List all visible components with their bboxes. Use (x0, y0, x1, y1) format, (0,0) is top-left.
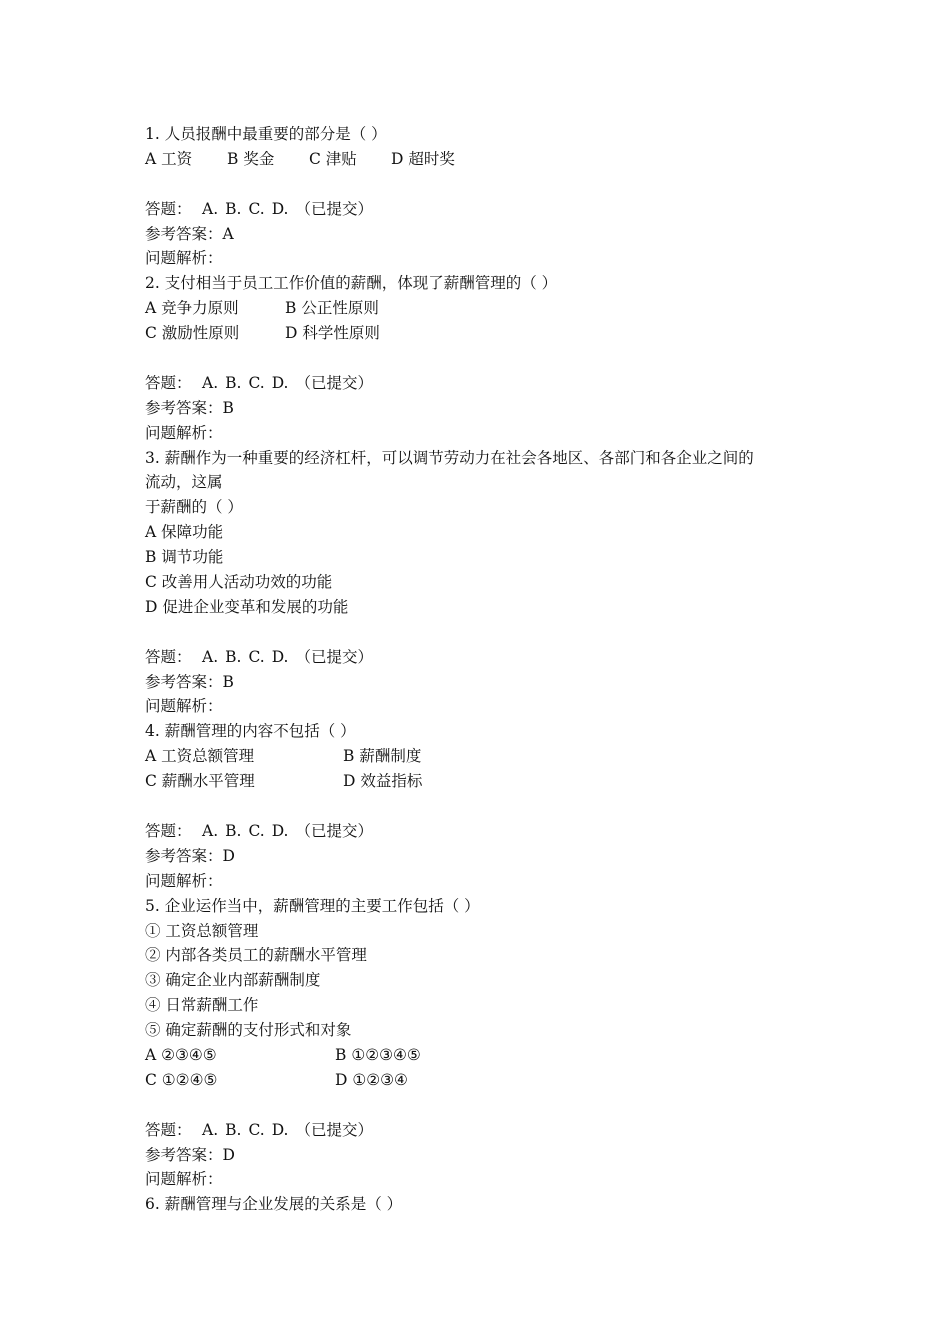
q3-answer-row (145, 645, 825, 670)
q4-analysis: 问题解析： (145, 871, 223, 890)
q2-option-c: C 激励性原则 (145, 324, 240, 343)
q1-option-c: C 津贴 (309, 149, 357, 168)
q2-option-b: B 公正性原则 (285, 299, 379, 318)
q5-choice-c[interactable]: C. (248, 1120, 265, 1139)
q2-options-row1 (145, 296, 825, 321)
q5-option-d: D ①②③④ (335, 1070, 408, 1089)
q5-option-a: A ②③④⑤ (145, 1045, 217, 1064)
q3-stem-line3: 于薪酬的（ ） (145, 498, 243, 517)
q4-submitted-status: （已提交） (295, 821, 374, 840)
q2-reference-answer: 参考答案：B (145, 398, 234, 417)
q2-choice-c[interactable]: C. (248, 373, 265, 392)
q3-stem-line2: 流动，这属 (145, 473, 223, 492)
q5-submitted-status: （已提交） (295, 1120, 374, 1139)
q1-reference-answer: 参考答案：A (145, 224, 234, 243)
q5-item-4: ④ 日常薪酬工作 (145, 996, 259, 1015)
q2-answer-label: 答题： (145, 373, 192, 392)
q4-option-c: C 薪酬水平管理 (145, 772, 255, 791)
q5-item-1: ① 工资总额管理 (145, 921, 259, 940)
q1-choice-d[interactable]: D. (271, 199, 289, 218)
q3-option-b: B 调节功能 (145, 548, 224, 567)
q2-submitted-status: （已提交） (295, 373, 374, 392)
q2-answer-row (145, 371, 825, 396)
q3-submitted-status: （已提交） (295, 647, 374, 666)
q5-options-row2 (145, 1068, 825, 1093)
q1-choice-c[interactable]: C. (248, 199, 265, 218)
q3-stem-line1: 3. 薪酬作为一种重要的经济杠杆，可以调节劳动力在社会各地区、各部门和各企业之间的 (145, 448, 754, 467)
q1-analysis: 问题解析： (145, 249, 223, 268)
q4-options-row1 (145, 744, 825, 769)
q3-choice-b[interactable]: B. (225, 647, 242, 666)
q4-option-d: D 效益指标 (343, 772, 423, 791)
q5-analysis: 问题解析： (145, 1170, 223, 1189)
q5-option-c: C ①②④⑤ (145, 1070, 218, 1089)
q6-stem: 6. 薪酬管理与企业发展的关系是（ ） (145, 1195, 403, 1214)
q4-option-a: A 工资总额管理 (145, 747, 255, 766)
q3-choice-a[interactable]: A. (202, 647, 219, 666)
q4-answer-row (145, 819, 825, 844)
q1-option-a: A 工资 (145, 149, 193, 168)
q2-choice-b[interactable]: B. (225, 373, 242, 392)
q2-option-a: A 竞争力原则 (145, 299, 239, 318)
q5-stem: 5. 企业运作当中，薪酬管理的主要工作包括（ ） (145, 896, 480, 915)
q4-reference-answer: 参考答案：D (145, 846, 235, 865)
q1-answer-row (145, 197, 825, 222)
q4-choice-a[interactable]: A. (202, 821, 219, 840)
q5-choice-a[interactable]: A. (202, 1120, 219, 1139)
q4-answer-label: 答题： (145, 821, 192, 840)
q2-choice-d[interactable]: D. (271, 373, 289, 392)
q3-analysis: 问题解析： (145, 697, 223, 716)
q3-option-a: A 保障功能 (145, 523, 224, 542)
q1-option-b: B 奖金 (227, 149, 275, 168)
q1-option-d: D 超时奖 (391, 149, 455, 168)
q1-options (145, 147, 825, 172)
q3-reference-answer: 参考答案：B (145, 672, 234, 691)
q4-options-row2 (145, 769, 825, 794)
q5-choice-d[interactable]: D. (271, 1120, 289, 1139)
q5-item-3: ③ 确定企业内部薪酬制度 (145, 971, 321, 990)
q4-stem: 4. 薪酬管理的内容不包括（ ） (145, 722, 356, 741)
q3-option-d: D 促进企业变革和发展的功能 (145, 597, 349, 616)
q1-stem: 1. 人员报酬中最重要的部分是（ ） (145, 125, 387, 143)
q5-option-b: B ①②③④⑤ (335, 1045, 421, 1064)
q2-option-d: D 科学性原则 (285, 324, 380, 343)
q1-answer-label: 答题： (145, 199, 192, 218)
q5-answer-row (145, 1118, 825, 1143)
q1-choice-a[interactable]: A. (202, 199, 219, 218)
q2-analysis: 问题解析： (145, 423, 223, 442)
q5-answer-label: 答题： (145, 1120, 192, 1139)
q4-choice-c[interactable]: C. (248, 821, 265, 840)
q3-choice-d[interactable]: D. (271, 647, 289, 666)
q2-options-row2 (145, 321, 825, 346)
q1-choice-b[interactable]: B. (225, 199, 242, 218)
q5-reference-answer: 参考答案：D (145, 1145, 235, 1164)
q3-answer-label: 答题： (145, 647, 192, 666)
q3-choice-c[interactable]: C. (248, 647, 265, 666)
q2-choice-a[interactable]: A. (202, 373, 219, 392)
q4-choice-b[interactable]: B. (225, 821, 242, 840)
q5-item-5: ⑤ 确定薪酬的支付形式和对象 (145, 1021, 352, 1040)
document-page (145, 122, 825, 1217)
q1-submitted-status: （已提交） (295, 199, 374, 218)
q2-stem: 2. 支付相当于员工工作价值的薪酬，体现了薪酬管理的（ ） (145, 274, 558, 293)
q5-options-row1 (145, 1043, 825, 1068)
q5-item-2: ② 内部各类员工的薪酬水平管理 (145, 946, 367, 965)
q5-choice-b[interactable]: B. (225, 1120, 242, 1139)
q4-choice-d[interactable]: D. (271, 821, 289, 840)
q3-option-c: C 改善用人活动功效的功能 (145, 573, 333, 592)
q4-option-b: B 薪酬制度 (343, 747, 422, 766)
